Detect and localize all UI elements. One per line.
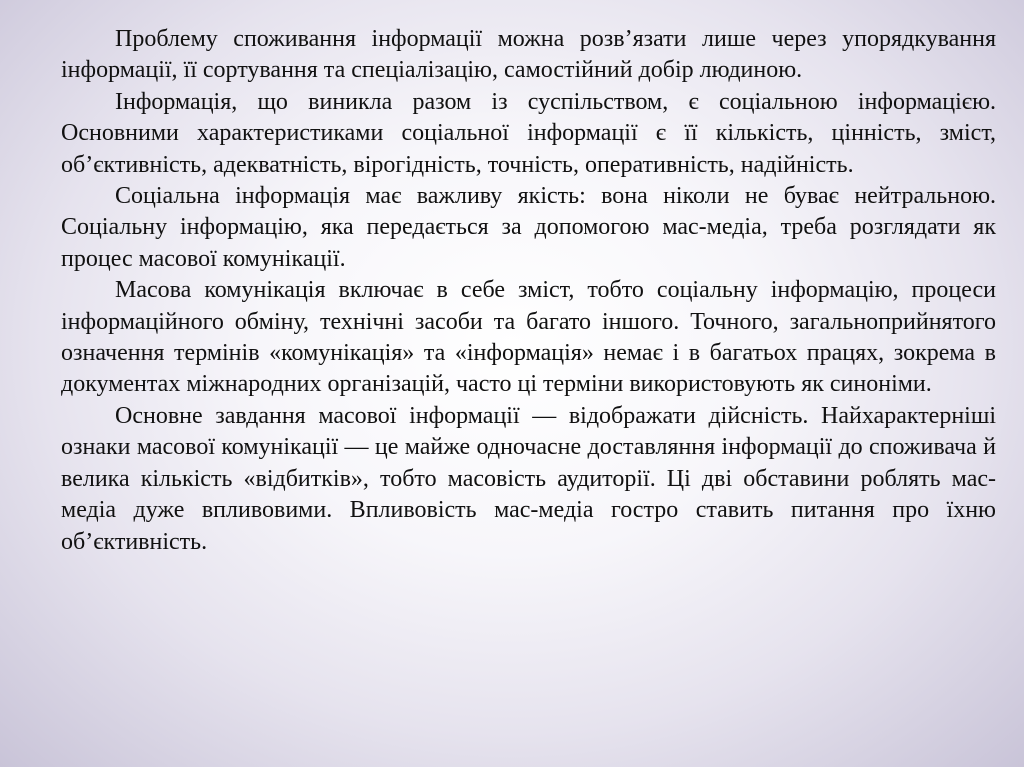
paragraph-social-information-quality: Соціальна інформація має важливу якість: вона ніколи не буває нейтральною. Соціальну інформацію, яка передається за допомогою мас-медіа, треба розглядати як процес масової комунікації. xyxy=(61,183,996,272)
paragraph-social-information: Інформація, що виникла разом із суспільством, є соціальною інформацією. Основними характеристиками соціальної інформації є її кількість, цінність, зміст, об’єктивність, адекватність, вірогідність, точність, оперативність, надійність. xyxy=(61,88,996,178)
paragraph-information-consumption: Проблему споживання інформації можна розв’язати лише через упорядкування інформації, її сортування та спеціалізацію, самостійний добір людиною. xyxy=(61,26,996,84)
paragraph-mass-communication: Масова комунікація включає в себе зміст, тобто соціальну інформацію, процеси інформаційного обміну, технічні засоби та багато іншого. Точного, загальноприйнятого означення термінів «комунікація» та «інформація» немає і в багатьох працях, зокрема в документах міжнародних організацій, часто ці терміни використовують як синоніми. xyxy=(61,277,996,398)
slide-text-body xyxy=(61,24,996,744)
paragraph-mass-information-task: Основне завдання масової інформації — відображати дійсність. Найхарактерніші ознаки масової комунікації — це майже одночасне доставляння інформації до споживача й велика кількість «відбитків», тобто масовість аудиторії. Ці дві обставини роблять мас-медіа дуже впливовими. Впливовість мас-медіа гостро ставить питання про їхню об’єктивність. xyxy=(61,402,996,555)
